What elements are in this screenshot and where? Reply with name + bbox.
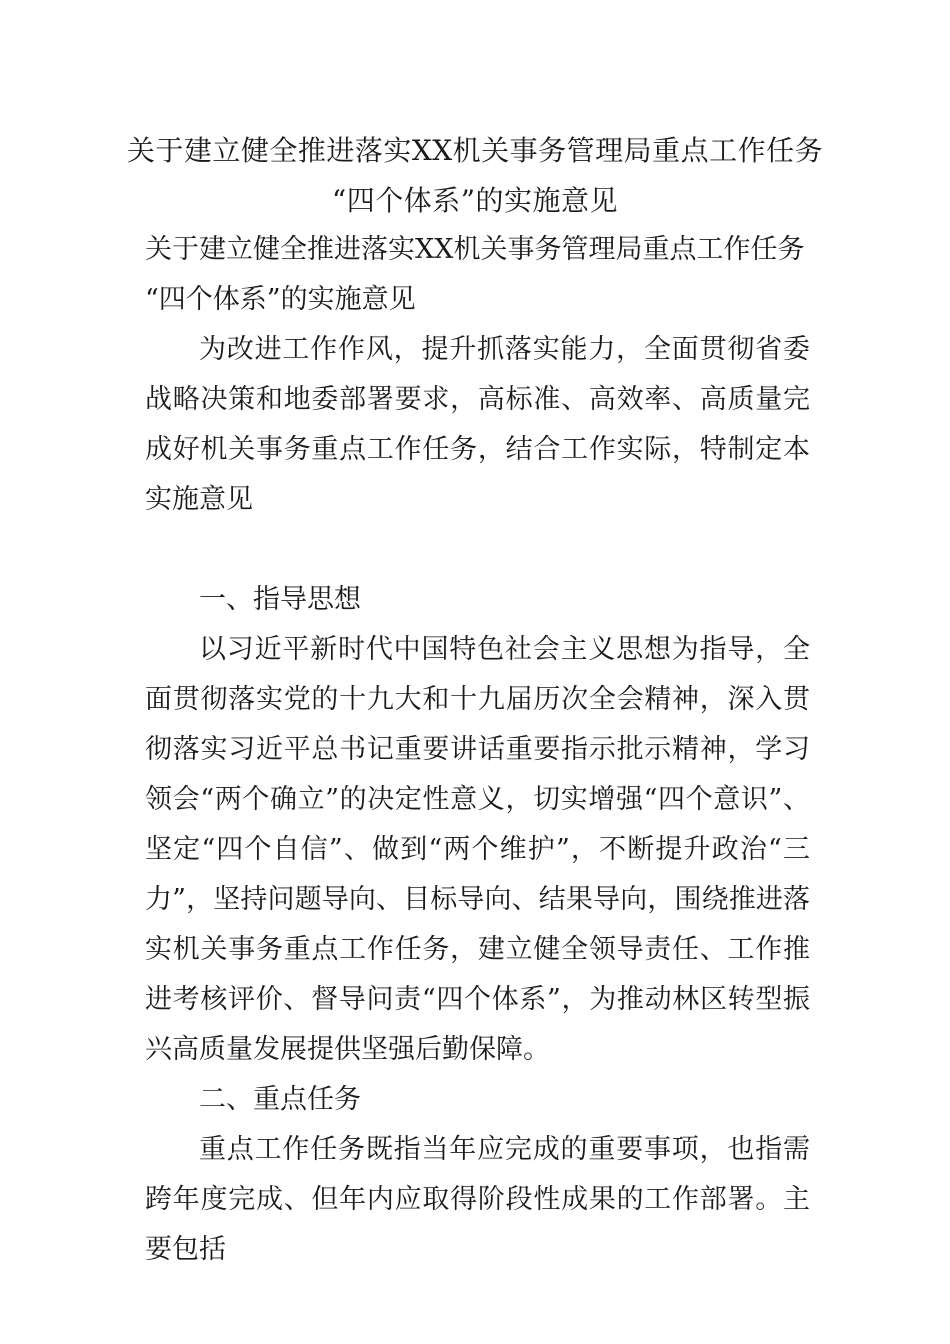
repeated-title-line-2: “四个体系”的实施意见 xyxy=(145,284,416,315)
document-body xyxy=(145,225,810,1275)
repeated-title-line-1: 关于建立健全推进落实XX机关事务管理局重点工作任务 xyxy=(145,234,805,265)
intro-paragraph: 为改进工作作风，提升抓落实能力，全面贯彻省委战略决策和地委部署要求，高标准、高效率、高质量完成好机关事务重点工作任务，结合工作实际，特制定本实施意见 xyxy=(145,334,810,515)
document-title-line-2: “四个体系”的实施意见 xyxy=(331,184,619,217)
section-1-paragraph: 以习近平新时代中国特色社会主义思想为指导，全面贯彻落实党的十九大和十九届历次全会精神，深入贯彻落实习近平总书记重要讲话重要指示批示精神，学习领会“两个确立”的决定性意义，切实增强“四个意识”、坚定“四个自信”、做到“两个维护”，不断提升政治“三力”，坚持问题导向、目标导向、结果导向，围绕推进落实机关事务重点工作任务，建立健全领导责任、工作推进考核评价、督导问责“四个体系”，为推动林区转型振兴高质量发展提供坚强后勤保障。 xyxy=(145,634,810,1065)
paragraph-spacer xyxy=(145,525,810,575)
section-2-paragraph: 重点工作任务既指当年应完成的重要事项，也指需跨年度完成、但年内应取得阶段性成果的工作部署。主要包括 xyxy=(145,1134,810,1265)
section-2-heading: 二、重点任务 xyxy=(199,1084,361,1115)
section-1-heading: 一、指导思想 xyxy=(199,584,361,615)
document-title-line-1: 关于建立健全推进落实XX机关事务管理局重点工作任务 xyxy=(126,134,824,167)
